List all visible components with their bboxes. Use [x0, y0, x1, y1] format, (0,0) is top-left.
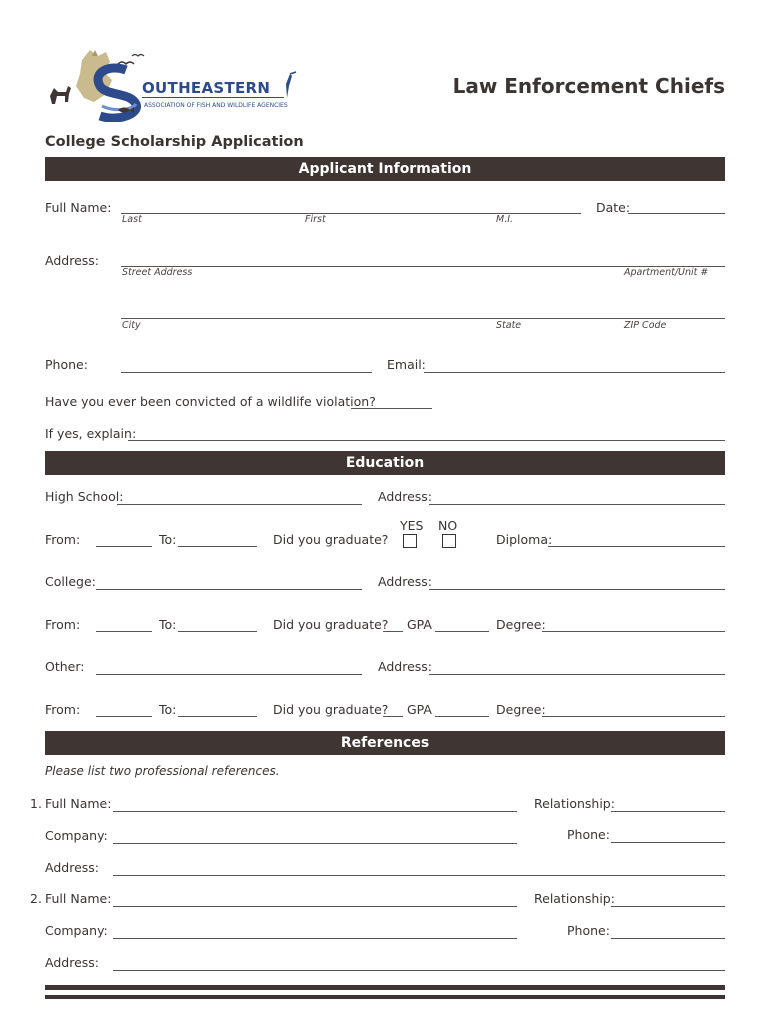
street-caption: Street Address — [122, 267, 193, 278]
ref1-relationship-label: Relationship: — [534, 796, 615, 811]
date-field[interactable] — [628, 213, 725, 214]
ref1-number: 1. — [30, 796, 42, 811]
ref2-number: 2. — [30, 891, 42, 906]
ref2-full-name-label: Full Name: — [45, 891, 112, 906]
ref1-full-name-label: Full Name: — [45, 796, 112, 811]
references-instruction: Please list two professional references. — [45, 764, 280, 778]
other-gpa-field[interactable] — [435, 716, 489, 717]
logo-subtitle: ASSOCIATION OF FISH AND WILDLIFE AGENCIES — [144, 102, 288, 109]
ref1-relationship-field[interactable] — [611, 811, 725, 812]
no-label: NO — [438, 518, 458, 533]
email-field[interactable] — [424, 372, 725, 373]
college-from-label: From: — [45, 617, 81, 632]
page-title: Law Enforcement Chiefs — [452, 74, 725, 98]
other-from-label: From: — [45, 702, 81, 717]
college-graduate-label: Did you graduate? — [273, 617, 389, 632]
mi-caption: M.I. — [496, 214, 514, 225]
college-degree-field[interactable] — [542, 631, 725, 632]
college-address-label: Address: — [378, 574, 432, 589]
zip-caption: ZIP Code — [624, 320, 667, 331]
violation-question: Have you ever been convicted of a wildlife violation? — [45, 394, 376, 409]
ref1-full-name-field[interactable] — [113, 811, 517, 812]
hs-graduate-no-checkbox[interactable] — [442, 534, 456, 548]
other-address-label: Address: — [378, 659, 432, 674]
hs-to-label: To: — [159, 532, 177, 547]
phone-field[interactable] — [121, 372, 372, 373]
city-caption: City — [122, 320, 141, 331]
other-to-field[interactable] — [178, 716, 257, 717]
diploma-field[interactable] — [548, 546, 725, 547]
ref2-phone-label: Phone: — [567, 923, 610, 938]
ref2-relationship-field[interactable] — [611, 906, 725, 907]
footer-rule-top — [45, 985, 725, 990]
ref1-phone-field[interactable] — [611, 842, 725, 843]
state-caption: State — [496, 320, 522, 331]
ref1-address-label: Address: — [45, 860, 99, 875]
logo-name: OUTHEASTERN — [142, 79, 271, 97]
ref1-phone-label: Phone: — [567, 827, 610, 842]
ref1-address-field[interactable] — [113, 875, 725, 876]
diploma-label: Diploma: — [496, 532, 553, 547]
college-graduate-field[interactable] — [383, 631, 403, 632]
high-school-address-label: Address: — [378, 489, 432, 504]
college-to-label: To: — [159, 617, 177, 632]
full-name-label: Full Name: — [45, 200, 112, 215]
other-from-field[interactable] — [96, 716, 152, 717]
logo — [40, 46, 310, 122]
ref2-phone-field[interactable] — [611, 938, 725, 939]
ref2-company-field[interactable] — [113, 938, 517, 939]
college-address-field[interactable] — [429, 589, 725, 590]
address-label: Address: — [45, 253, 99, 268]
other-to-label: To: — [159, 702, 177, 717]
ref2-address-field[interactable] — [113, 970, 725, 971]
high-school-address-field[interactable] — [429, 504, 725, 505]
other-graduate-field[interactable] — [383, 716, 403, 717]
other-degree-field[interactable] — [542, 716, 725, 717]
ref2-company-label: Company: — [45, 923, 108, 938]
college-gpa-label: GPA — [407, 617, 432, 632]
apartment-caption: Apartment/Unit # — [624, 267, 709, 278]
violation-answer-field[interactable] — [351, 408, 432, 409]
last-caption: Last — [122, 214, 142, 225]
footer-rule-bottom — [45, 995, 725, 999]
other-degree-label: Degree: — [496, 702, 546, 717]
explain-field[interactable] — [128, 440, 725, 441]
college-label: College: — [45, 574, 96, 589]
other-gpa-label: GPA — [407, 702, 432, 717]
hs-from-label: From: — [45, 532, 81, 547]
college-field[interactable] — [96, 589, 362, 590]
other-label: Other: — [45, 659, 85, 674]
hs-to-field[interactable] — [178, 546, 257, 547]
high-school-field[interactable] — [117, 504, 362, 505]
college-gpa-field[interactable] — [435, 631, 489, 632]
city-state-zip-field[interactable] — [121, 318, 725, 319]
other-field[interactable] — [96, 674, 362, 675]
phone-label: Phone: — [45, 357, 88, 372]
section-header-education: Education — [45, 451, 725, 475]
college-degree-label: Degree: — [496, 617, 546, 632]
ref2-full-name-field[interactable] — [113, 906, 517, 907]
first-caption: First — [305, 214, 326, 225]
hs-graduate-label: Did you graduate? — [273, 532, 389, 547]
hs-from-field[interactable] — [96, 546, 152, 547]
ref1-company-label: Company: — [45, 828, 108, 843]
ref1-company-field[interactable] — [113, 843, 517, 844]
email-label: Email: — [387, 357, 426, 372]
other-graduate-label: Did you graduate? — [273, 702, 389, 717]
other-address-field[interactable] — [429, 674, 725, 675]
ref2-relationship-label: Relationship: — [534, 891, 615, 906]
section-header-references: References — [45, 731, 725, 755]
section-header-applicant: Applicant Information — [45, 157, 725, 181]
hs-graduate-yes-checkbox[interactable] — [403, 534, 417, 548]
yes-label: YES — [400, 518, 424, 533]
date-label: Date: — [596, 200, 631, 215]
form-title: College Scholarship Application — [45, 134, 304, 150]
college-from-field[interactable] — [96, 631, 152, 632]
college-to-field[interactable] — [178, 631, 257, 632]
explain-label: If yes, explain: — [45, 426, 137, 441]
high-school-label: High School: — [45, 489, 124, 504]
ref2-address-label: Address: — [45, 955, 99, 970]
